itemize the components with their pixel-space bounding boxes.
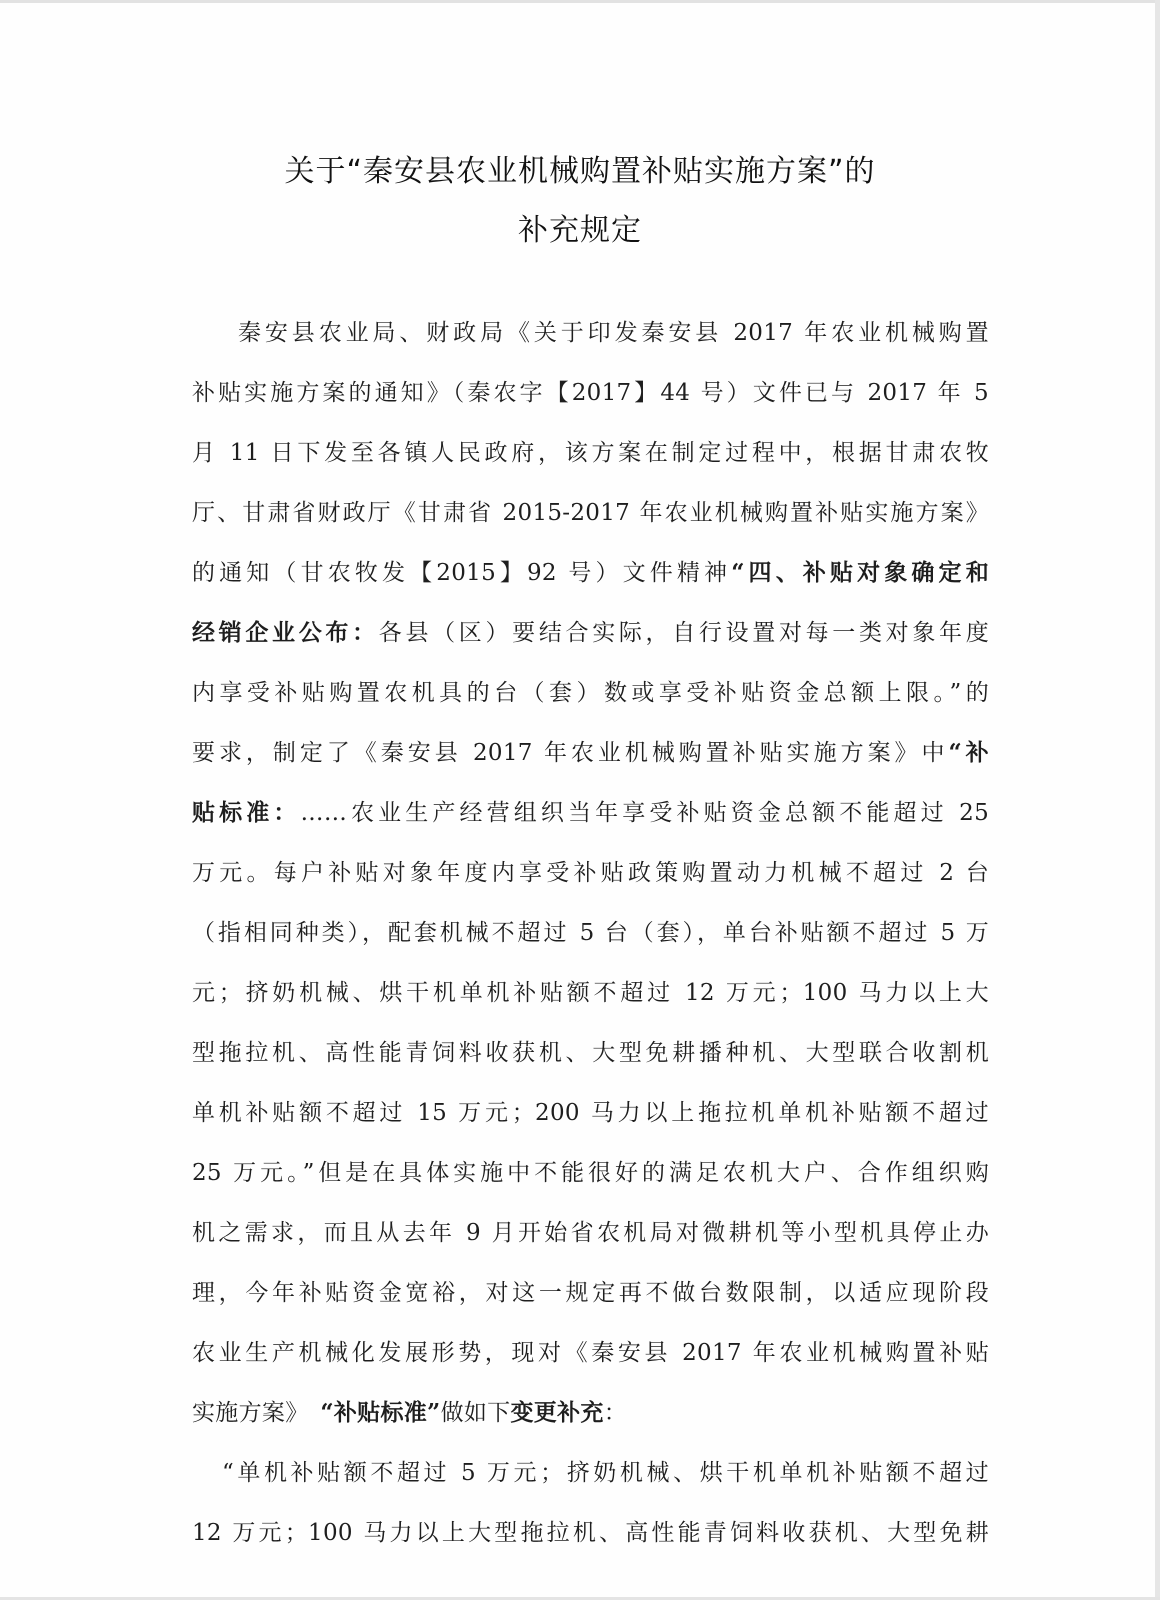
body-line	[192, 1263, 989, 1323]
body-text: 12 万元；100 马力以上大型拖拉机、高性能青饲料收获机、大型免耕	[192, 1520, 989, 1546]
body-line	[192, 1443, 989, 1503]
body-text: 农业生产机械化发展形势，现对《秦安县 2017 年农业机械购置补贴	[192, 1340, 989, 1366]
body-line	[192, 543, 989, 603]
body-text-bold: “补贴标准”	[320, 1399, 441, 1426]
body-text: 的通知（甘农牧发【2015】92 号）文件精神	[192, 560, 732, 586]
body-line	[192, 363, 989, 423]
body-line	[192, 303, 989, 363]
body-text: 月 11 日下发至各镇人民政府，该方案在制定过程中，根据甘肃农牧	[192, 440, 989, 466]
body-text: 型拖拉机、高性能青饲料收获机、大型免耕播种机、大型联合收割机	[192, 1040, 989, 1066]
body-text-bold: 经销企业公布：	[192, 619, 379, 646]
body-text-bold: 贴标准：	[192, 799, 301, 826]
body-text: 万元。每户补贴对象年度内享受补贴政策购置动力机械不超过 2 台	[192, 860, 989, 886]
body-text: 理，今年补贴资金宽裕，对这一规定再不做台数限制，以适应现阶段	[192, 1280, 989, 1306]
body-line	[192, 1143, 989, 1203]
body-text: 25 万元。”但是在具体实施中不能很好的满足农机大户、合作组织购	[192, 1160, 989, 1186]
body-text: 厅、甘肃省财政厅《甘肃省 2015-2017 年农业机械购置补贴实施方案》	[192, 500, 989, 526]
body-text: 元；挤奶机械、烘干机单机补贴额不超过 12 万元；100 马力以上大	[192, 980, 989, 1006]
body-line	[192, 663, 989, 723]
body-line	[192, 1323, 989, 1383]
body-line	[192, 423, 989, 483]
body-line	[192, 1083, 989, 1143]
body-line	[192, 963, 989, 1023]
body-line	[192, 723, 989, 783]
body-text: 机之需求，而且从去年 9 月开始省农机局对微耕机等小型机具停止办	[192, 1220, 989, 1246]
document-body	[192, 303, 989, 1563]
body-text: 内享受补贴购置农机具的台（套）数或享受补贴资金总额上限。”的	[192, 680, 989, 706]
body-line	[192, 1503, 989, 1563]
body-text: 实施方案》	[192, 1400, 321, 1426]
body-line	[192, 1023, 989, 1083]
body-text-bold: “四、补贴对象确定和	[731, 559, 989, 586]
body-text: 做如下	[440, 1400, 511, 1426]
body-line	[192, 1203, 989, 1263]
body-line	[192, 783, 989, 843]
document-title-line-2: 补充规定	[518, 213, 642, 248]
body-line	[192, 843, 989, 903]
body-text: 要求，制定了《秦安县 2017 年农业机械购置补贴实施方案》中	[192, 740, 949, 766]
body-text: 单机补贴额不超过 15 万元；200 马力以上拖拉机单机补贴额不超过	[192, 1100, 989, 1126]
body-text: 各县（区）要结合实际，自行设置对每一类对象年度	[378, 620, 989, 646]
body-text-bold: 变更补充	[510, 1399, 604, 1426]
body-text: 补贴实施方案的通知》（秦农字【2017】44 号）文件已与 2017 年 5	[192, 380, 989, 406]
body-text: ：	[603, 1400, 627, 1426]
body-text: ……农业生产经营组织当年享受补贴资金总额不能超过 25	[300, 800, 989, 826]
body-text-bold: “补	[948, 739, 989, 766]
body-text: “单机补贴额不超过 5 万元；挤奶机械、烘干机单机补贴额不超过	[222, 1460, 989, 1486]
body-line	[192, 1383, 989, 1443]
scan-edge-top	[0, 0, 1160, 3]
body-line	[192, 483, 989, 543]
document-title-line-1: 关于“秦安县农业机械购置补贴实施方案”的	[284, 154, 876, 189]
body-text: （指相同种类），配套机械不超过 5 台（套），单台补贴额不超过 5 万	[192, 920, 989, 946]
body-line	[192, 603, 989, 663]
body-text: 秦安县农业局、财政局《关于印发秦安县 2017 年农业机械购置	[238, 320, 989, 346]
body-line	[192, 903, 989, 963]
